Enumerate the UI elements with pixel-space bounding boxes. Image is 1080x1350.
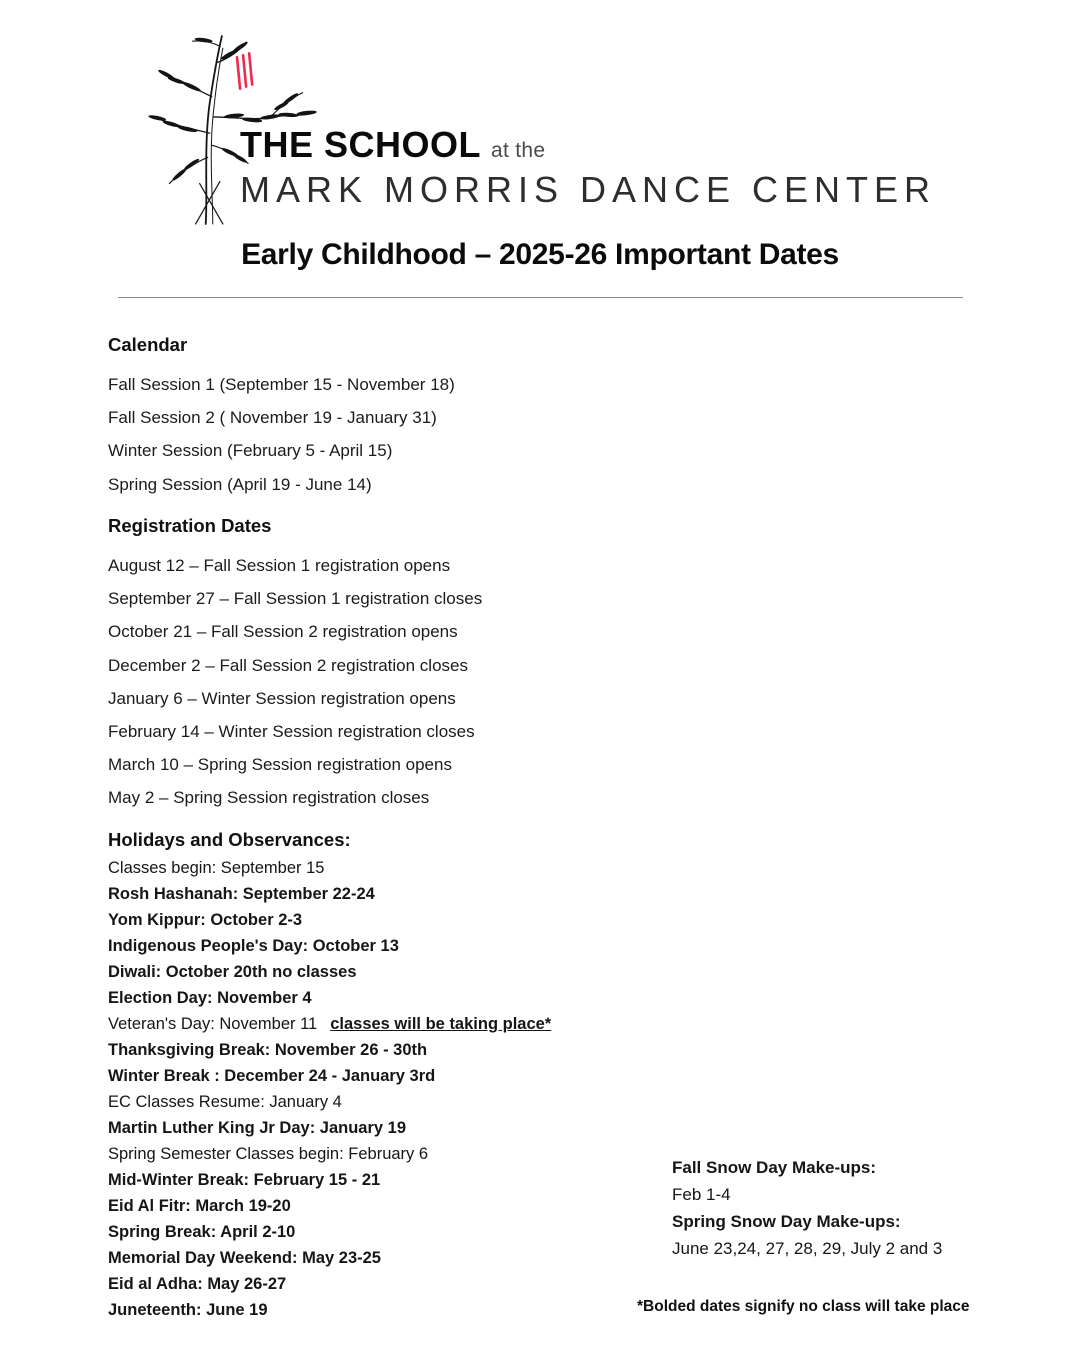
holiday-item: Memorial Day Weekend: May 23-25 [108,1249,381,1267]
registration-list [108,549,482,815]
holiday-item: Classes begin: September 15 [108,859,325,877]
fall-snow-heading: Fall Snow Day Make-ups: [672,1158,877,1177]
spring-snow-heading: Spring Snow Day Make-ups: [672,1212,901,1231]
calendar-item: Fall Session 2 ( November 19 - January 31) [108,408,437,428]
registration-item: March 10 – Spring Session registration opens [108,755,452,775]
holidays-list [108,855,551,1323]
registration-item: January 6 – Winter Session registration opens [108,688,456,708]
holiday-item: Indigenous People's Day: October 13 [108,937,399,955]
registration-heading: Registration Dates [108,515,272,536]
calendar-section [108,333,455,501]
holiday-item: Eid al Adha: May 26-27 [108,1275,287,1293]
logo-school-line [240,124,936,166]
holiday-item: Martin Luther King Jr Day: January 19 [108,1119,406,1137]
registration-item: May 2 – Spring Session registration closes [108,788,430,808]
logo-center-name: MARK MORRIS DANCE CENTER [240,169,937,210]
logo-wordmark [240,124,936,211]
holiday-item: Yom Kippur: October 2-3 [108,911,303,929]
page-title: Early Childhood – 2025-26 Important Dates [241,238,839,271]
red-accent-strokes [237,53,252,88]
fall-snow-dates: Feb 1-4 [672,1185,731,1204]
holiday-item: Winter Break : December 24 - January 3rd [108,1067,436,1085]
holiday-item: Mid-Winter Break: February 15 - 21 [108,1171,381,1189]
registration-item: August 12 – Fall Session 1 registration opens [108,556,451,575]
calendar-list [108,368,455,501]
calendar-item: Winter Session (February 5 - April 15) [108,441,393,461]
holiday-item: Spring Semester Classes begin: February 6 [108,1145,429,1163]
registration-section [108,514,482,815]
horizontal-divider [118,297,963,298]
holiday-item: Veteran's Day: November 11 classes will be taking place* [108,1015,552,1033]
holiday-item: Thanksgiving Break: November 26 - 30th [108,1041,428,1059]
logo-at-the: at the [491,139,546,162]
holiday-item: Election Day: November 4 [108,989,312,1007]
calendar-item: Spring Session (April 19 - June 14) [108,474,372,494]
holiday-item: Spring Break: April 2-10 [108,1223,296,1241]
holiday-item: Eid Al Fitr: March 19-20 [108,1197,291,1215]
holidays-section [108,828,551,1323]
holiday-item: Diwali: October 20th no classes [108,963,357,981]
registration-item: December 2 – Fall Session 2 registration closes [108,655,468,675]
registration-item: September 27 – Fall Session 1 registration closes [108,589,483,609]
holiday-item: Juneteenth: June 19 [108,1301,268,1319]
spring-snow-dates: June 23,24, 27, 28, 29, July 2 and 3 [672,1239,943,1258]
holiday-item: Rosh Hashanah: September 22-24 [108,885,375,903]
holiday-item: EC Classes Resume: January 4 [108,1093,342,1111]
calendar-heading: Calendar [108,334,188,355]
registration-item: February 14 – Winter Session registration closes [108,722,475,742]
calendar-item: Fall Session 1 (September 15 - November 18) [108,375,455,394]
registration-item: October 21 – Fall Session 2 registration opens [108,622,458,642]
logo-the-school: THE SCHOOL [240,124,482,165]
bold-dates-footnote: *Bolded dates signify no class will take place [637,1298,970,1315]
holidays-heading: Holidays and Observances: [108,829,351,850]
snow-day-section [672,1154,942,1262]
